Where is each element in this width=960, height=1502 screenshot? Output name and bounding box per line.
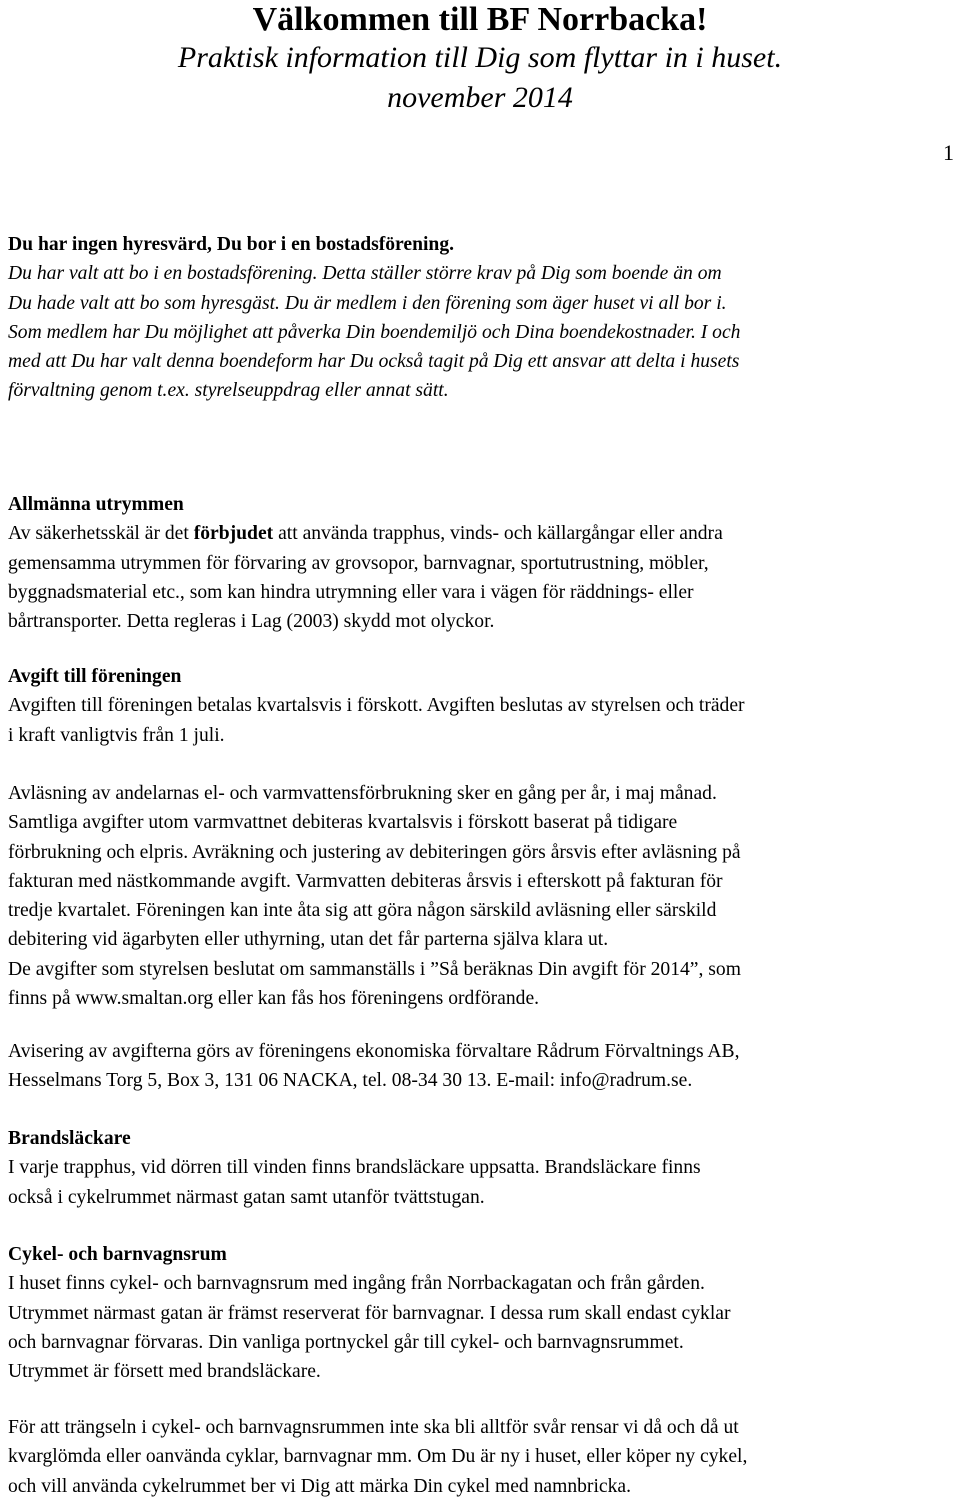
trangsel-line: och vill använda cykelrummet ber vi Dig att märka Din cykel med namnbricka. — [8, 1475, 631, 1497]
avlasning-line: debitering vid ägarbyten eller uthyrning, utan det får parterna själva klara ut. — [8, 929, 609, 951]
avlasning-line: fakturan med nästkommande avgift. Varmvatten debiteras årsvis i efterskott på fakturan för — [8, 870, 723, 892]
trangsel-line: kvarglömda eller oanvända cyklar, barnvagnar mm. Om Du är ny i huset, eller köper ny cykel, — [8, 1446, 748, 1468]
intro-line: med att Du har valt denna boendeform har Du också tagit på Dig ett ansvar att delta i husets — [8, 351, 740, 373]
brand-line: också i cykelrummet närmast gatan samt utanför tvättstugan. — [8, 1186, 485, 1208]
avlasning-section — [8, 779, 956, 1013]
page-number: 1 — [943, 140, 954, 165]
brand-section — [8, 1124, 956, 1212]
cykel-line: Utrymmet närmast gatan är främst reserverat för barnvagnar. I dessa rum skall endast cyklar — [8, 1302, 731, 1324]
avisering-section — [8, 1037, 956, 1096]
cykel-line: och barnvagnar förvaras. Din vanliga portnyckel går till cykel- och barnvagnsrummet. — [8, 1331, 684, 1353]
cykel-section — [8, 1240, 956, 1386]
brand-heading: Brandsläckare — [8, 1128, 131, 1149]
allmanna-line1-post: att använda trapphus, vinds- och källargångar eller andra — [273, 523, 723, 545]
avisering-line: Avisering av avgifterna görs av föreningens ekonomiska förvaltare Rådrum Förvaltnings AB, — [8, 1041, 740, 1062]
allmanna-line1-pre: Av säkerhetsskäl är det — [8, 523, 194, 545]
title-block — [0, 2, 960, 118]
brand-line: I varje trapphus, vid dörren till vinden finns brandsläckare uppsatta. Brandsläckare finns — [8, 1157, 701, 1179]
cykel-line: I huset finns cykel- och barnvagnsrum med ingång från Norrbackagatan och från gården. — [8, 1273, 705, 1295]
avlasning-line: Avläsning av andelarnas el- och varmvattensförbrukning sker en gång per år, i maj månad. — [8, 783, 717, 804]
allmanna-line — [8, 519, 956, 548]
allmanna-line: byggnadsmaterial etc., som kan hindra utrymning eller vara i vägen för räddnings- eller — [8, 581, 694, 603]
intro-line: Som medlem har Du möjlighet att påverka Din boendemiljö och Dina boendekostnader. I och — [8, 321, 741, 343]
avgift-section — [8, 662, 956, 750]
intro-heading: Du har ingen hyresvärd, Du bor i en bostadsförening. — [8, 234, 455, 255]
avgift-line: Avgiften till föreningen betalas kvartalsvis i förskott. Avgiften beslutas av styrelsen och träder — [8, 695, 745, 717]
intro-line: Du hade valt att bo som hyresgäst. Du är medlem i den förening som äger huset vi all bor i. — [8, 292, 727, 314]
avgift-heading: Avgift till föreningen — [8, 666, 182, 687]
intro-section — [8, 230, 953, 406]
cykel-line: Utrymmet är försett med brandsläckare. — [8, 1361, 321, 1383]
allmanna-line1-bold: förbjudet — [193, 523, 274, 545]
avlasning-line: Samtliga avgifter utom varmvattnet debiteras kvartalsvis i förskott baserat på tidigare — [8, 812, 678, 834]
allmanna-section — [8, 490, 956, 636]
trangsel-line: För att trängseln i cykel- och barnvagnsrummen inte ska bli alltför svår rensar vi då och då ut — [8, 1417, 739, 1438]
intro-line: förvaltning genom t.ex. styrelseuppdrag eller annat sätt. — [8, 380, 449, 402]
allmanna-line: gemensamma utrymmen för förvaring av grovsopor, barnvagnar, sportutrustning, möbler, — [8, 552, 709, 574]
document-title: Välkommen till BF Norrbacka! — [252, 1, 708, 38]
avlasning-line: De avgifter som styrelsen beslutat om sammanställs i ”Så beräknas Din avgift för 2014”, som — [8, 958, 741, 980]
cykel-heading: Cykel- och barnvagnsrum — [8, 1244, 227, 1265]
avgift-line: i kraft vanligtvis från 1 juli. — [8, 724, 225, 746]
avlasning-line: tredje kvartalet. Föreningen kan inte åta sig att göra någon särskild avläsning eller särskild — [8, 900, 717, 922]
allmanna-heading: Allmänna utrymmen — [8, 494, 184, 515]
trangsel-section — [8, 1413, 956, 1501]
intro-line: Du har valt att bo i en bostadsförening. Detta ställer större krav på Dig som boende än om — [8, 263, 722, 285]
document-subtitle: Praktisk information till Dig som flyttar in i huset. — [177, 41, 783, 74]
avlasning-line: finns på www.smaltan.org eller kan fås hos föreningens ordförande. — [8, 988, 540, 1010]
document-date: november 2014 — [387, 81, 573, 114]
avlasning-line: förbrukning och elpris. Avräkning och justering av debiteringen görs årsvis efter avläsning på — [8, 841, 741, 863]
avisering-line: Hesselmans Torg 5, Box 3, 131 06 NACKA, tel. 08-34 30 13. E-mail: info@radrum.se. — [8, 1070, 693, 1092]
allmanna-line: bårtransporter. Detta regleras i Lag (2003) skydd mot olyckor. — [8, 611, 495, 633]
